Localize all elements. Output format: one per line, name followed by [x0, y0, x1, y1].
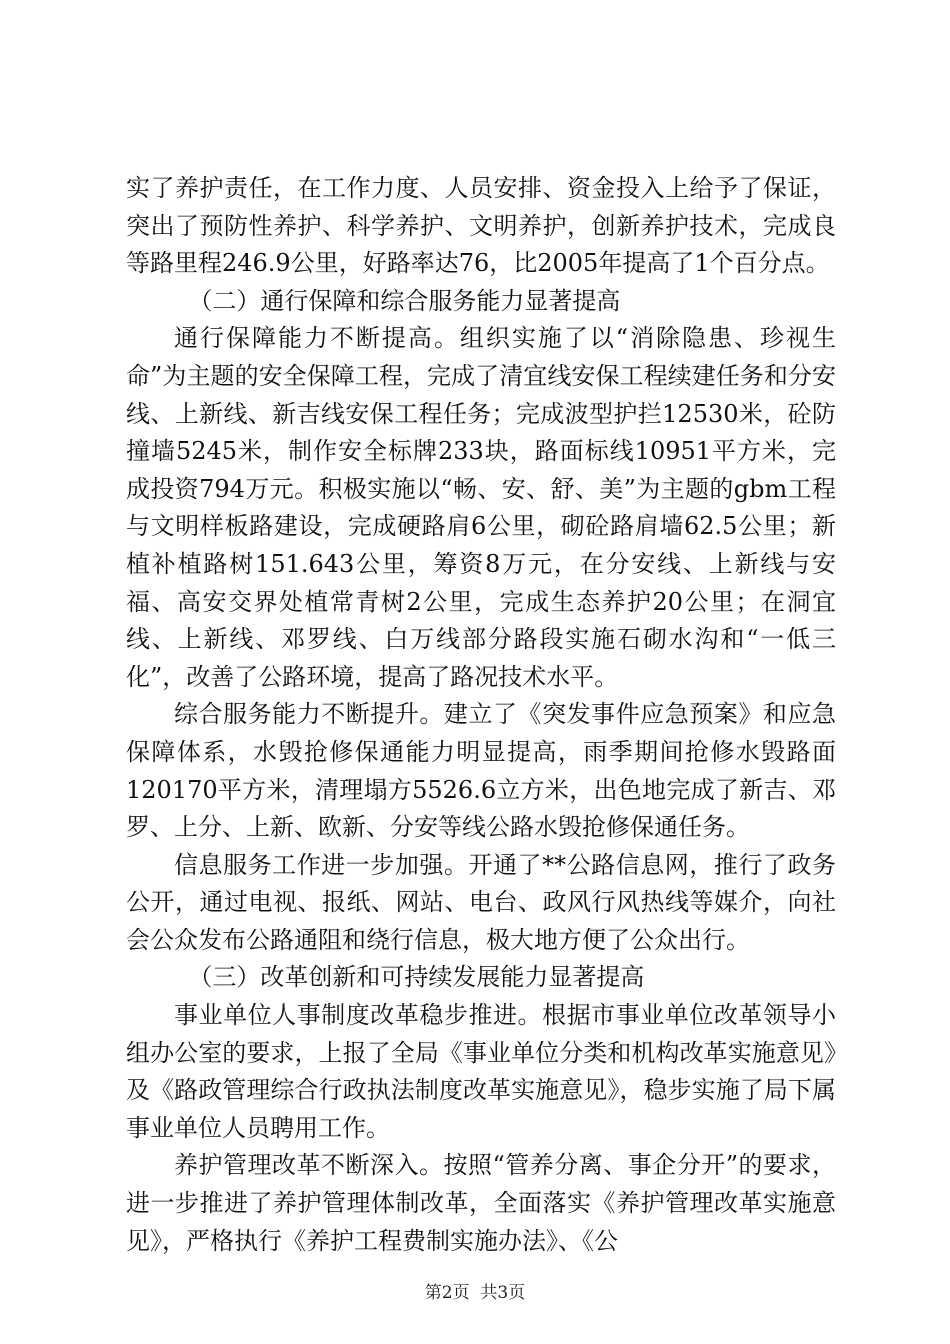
page-number: 第2页 共3页 — [424, 1283, 526, 1303]
paragraph-service-capacity: 综合服务能力不断提升。建立了《突发事件应急预案》和应急保障体系，水毁抢修保通能力明显提高，雨季期间抢修水毁路面120170平方米，清理塌方5526.6立方米，出色地完成了新吉、邓罗、上分、上新、欧新、分安等线公路水毁抢修保通任务。 — [126, 700, 836, 842]
section-heading-3: （三）改革创新和可持续发展能力显著提高 — [188, 963, 645, 992]
paragraph-information-service: 信息服务工作进一步加强。开通了**公路信息网，推行了政务公开，通过电视、报纸、网站、电台、政风行风热线等媒介，向社会公众发布公路通阻和绕行信息，极大地方便了公众出行。 — [126, 850, 836, 954]
paragraph-traffic-safety: 通行保障能力不断提高。组织实施了以“消除隐患、珍视生命”为主题的安全保障工程，完成了清宜线安保工程续建任务和分安线、上新线、新吉线安保工程任务；完成波型护拦12530米，砼防撞墙5245米，制作安全标牌233块，路面标线10951平方米，完成投资794万元。积极实施以“畅、安、舒、美”为主题的gbm工程与文明样板路建设，完成硬路肩6公里，砌砼路肩墙62.5公里；新植补植路树151.643公里，筹资8万元，在分安线、上新线与安福、高安交界处植常青树2公里，完成生态养护20公里；在洞宜线、上新线、邓罗线、白万线部分路段实施石砌水沟和“一低三化”，改善了公路环境，提高了路况技术水平。 — [126, 324, 836, 691]
paragraph-continuation: 实了养护责任，在工作力度、人员安排、资金投入上给予了保证，突出了预防性养护、科学养护、文明养护，创新养护技术，完成良等路里程246.9公里，好路率达76，比2005年提高了1个百分点。 — [126, 174, 836, 278]
document-body — [126, 170, 836, 1260]
page-footer — [0, 1278, 950, 1303]
section-heading-2: （二）通行保障和综合服务能力显著提高 — [188, 286, 621, 315]
paragraph-personnel-reform: 事业单位人事制度改革稳步推进。根据市事业单位改革领导小组办公室的要求，上报了全局《事业单位分类和机构改革实施意见》及《路政管理综合行政执法制度改革实施意见》，稳步实施了局下属事业单位人员聘用工作。 — [126, 1001, 836, 1142]
paragraph-maintenance-reform: 养护管理改革不断深入。按照“管养分离、事企分开”的要求，进一步推进了养护管理体制改革，全面落实《养护管理改革实施意见》，严格执行《养护工程费制实施办法》、《公 — [126, 1151, 836, 1255]
